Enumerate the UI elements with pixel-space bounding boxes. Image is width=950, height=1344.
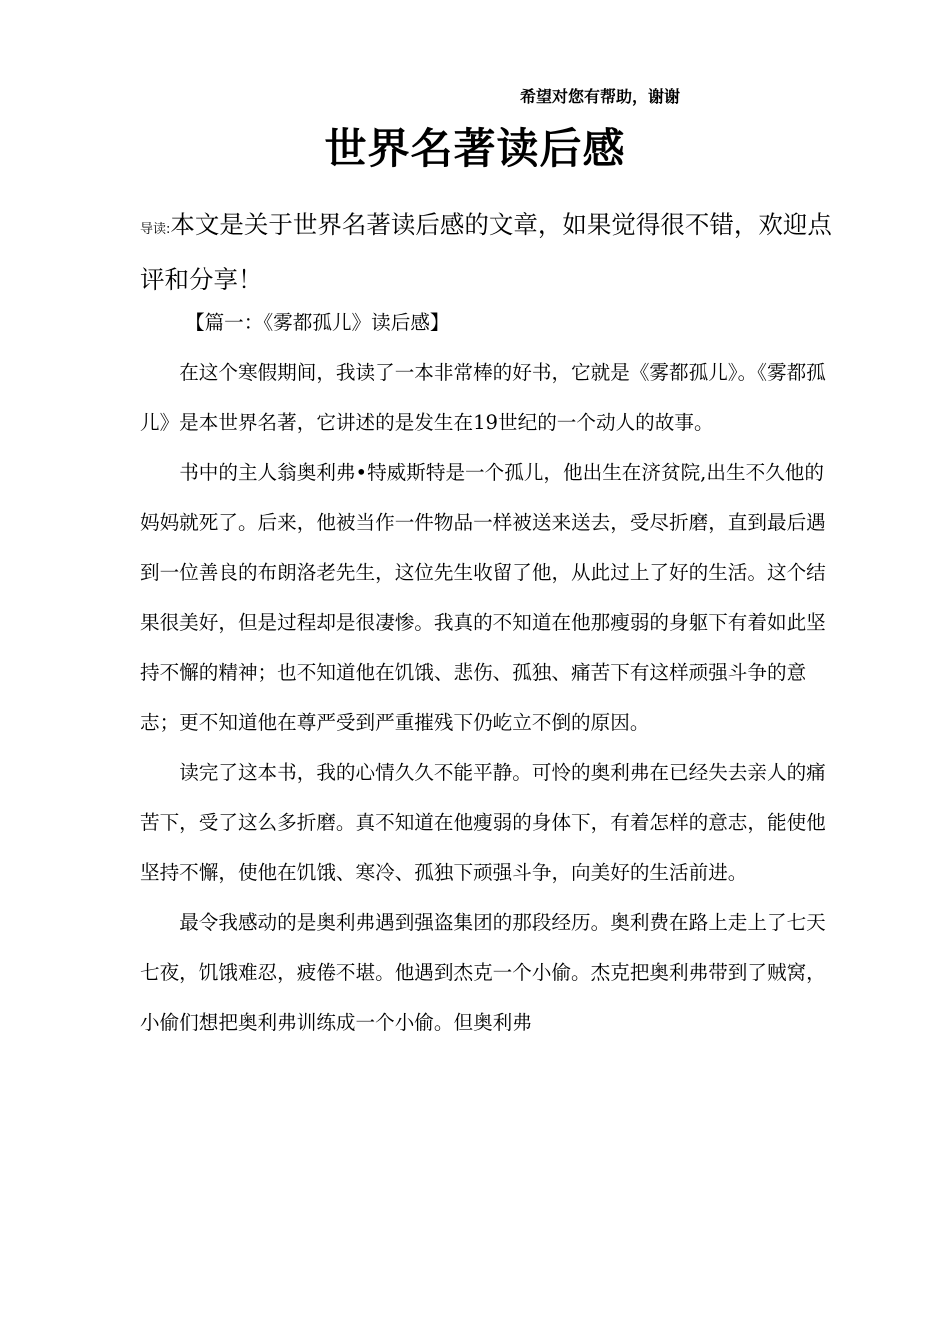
body-paragraph: 最令我感动的是奥利弗遇到强盗集团的那段经历。奥利费在路上走上了七天七夜，饥饿难忍，疲倦不堪。他遇到杰克一个小偷。杰克把奥利弗带到了贼窝，小偷们想把奥利弗训练成一个小偷。但奥利弗 [140,911,826,1034]
intro-text: 本文是关于世界名著读后感的文章，如果觉得很不错，欢迎点评和分享！ [140,210,832,294]
document-title: 世界名著读后感 [324,124,626,173]
intro-label: 导读: [140,222,171,237]
body-paragraph: 书中的主人翁奥利弗•特威斯特是一个孤儿，他出生在济贫院,出生不久他的妈妈就死了。后来，他被当作一件物品一样被送来送去，受尽折磨，直到最后遇到一位善良的布朗洛老先生，这位先生收留了他，从此过上了好的生活。这个结果很美好，但是过程却是很凄惨。我真的不知道在他那瘦弱的身躯下有着如此坚持不懈的精神；也不知道他在饥饿、悲伤、孤独、痛苦下有这样顽强斗争的意志；更不知道他在尊严受到严重摧残下仍屹立不倒的原因。 [140,461,826,734]
intro-paragraph [140,200,840,305]
body-paragraph: 在这个寒假期间，我读了一本非常棒的好书，它就是《雾都孤儿》。《雾都孤儿》是本世界名著，它讲述的是发生在19世纪的一个动人的故事。 [140,361,826,434]
section-heading: 【篇一：《雾都孤儿》读后感】 [185,311,450,334]
header-note: 希望对您有帮助，谢谢 [520,87,681,106]
body-paragraph: 读完了这本书，我的心情久久不能平静。可怜的奥利弗在已经失去亲人的痛苦下，受了这么多折磨。真不知道在他瘦弱的身体下，有着怎样的意志，能使他坚持不懈，使他在饥饿、寒冷、孤独下顽强斗争，向美好的生活前进。 [140,761,826,884]
article-body [140,298,830,1048]
